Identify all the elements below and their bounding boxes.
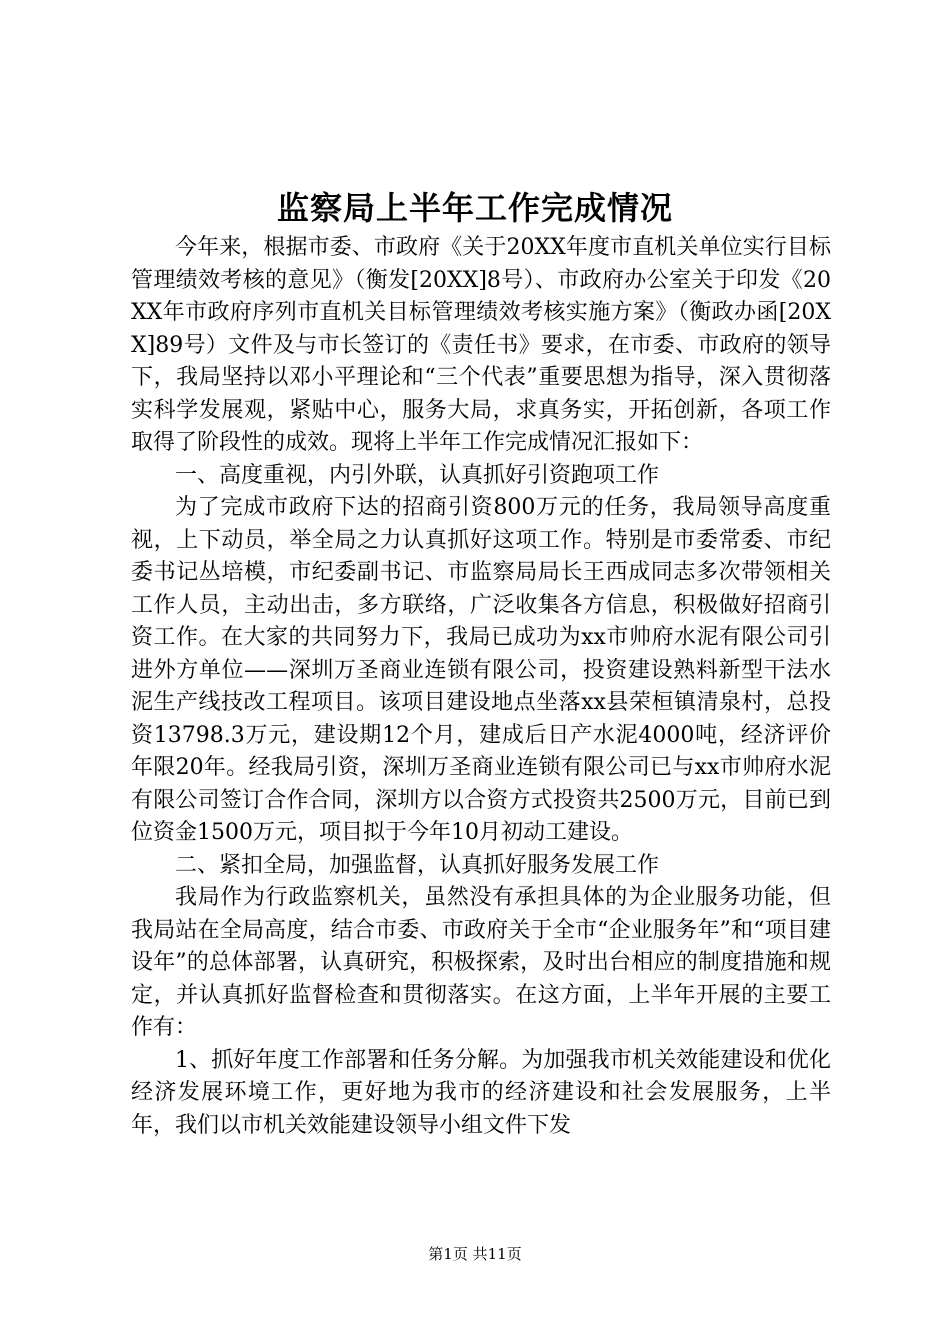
section-heading-2: 二、紧扣全局，加强监督，认真抓好服务发展工作 (175, 852, 660, 878)
document-title: 监察局上半年工作完成情况 (276, 189, 673, 227)
paragraph-service: 我局作为行政监察机关，虽然没有承担具体的为企业服务功能，但我局站在全局高度，结合市委、市政府关于全市“企业服务年”和“项目建设年”的总体部署，认真研究，积极探索，及时出台相应的制度措施和规定，并认真抓好监督检查和贯彻落实。在这方面，上半年开展的主要工作有： (131, 885, 831, 1040)
paragraph-item-1: 1、抓好年度工作部署和任务分解。为加强我市机关效能建设和优化经济发展环境工作，更好地为我市的经济建设和社会发展服务，上半年，我们以市机关效能建设领导小组文件下发 (131, 1047, 831, 1138)
page-number-footer: 第1页 共11页 (428, 1245, 522, 1263)
paragraph-investment: 为了完成市政府下达的招商引资800万元的任务，我局领导高度重视，上下动员，举全局之力认真抓好这项工作。特别是市委常委、市纪委书记丛培模，市纪委副书记、市监察局局长王西成同志多次带领相关工作人员，主动出击，多方联络，广泛收集各方信息，积极做好招商引资工作。在大家的共同努力下，我局已成功为xx市帅府水泥有限公司引进外方单位——深圳万圣商业连锁有限公司，投资建设熟料新型干法水泥生产线技改工程项目。该项目建设地点坐落xx县荣桓镇清泉村，总投资13798.3万元，建设期12个月，建成后日产水泥4000吨，经济评价年限20年。经我局引资，深圳万圣商业连锁有限公司已与xx市帅府水泥有限公司签订合作合同，深圳方以合资方式投资共2500万元，目前已到位资金1500万元，项目拟于今年10月初动工建设。 (131, 495, 831, 845)
section-heading-1: 一、高度重视，内引外联，认真抓好引资跑项工作 (175, 462, 660, 488)
paragraph-intro: 今年来，根据市委、市政府《关于20XX年度市直机关单位实行目标管理绩效考核的意见》（衡发[20XX]8号）、市政府办公室关于印发《20XX年市政府序列市直机关目标管理绩效考核实施方案》（衡政办函[20XX]89号）文件及与市长签订的《责任书》要求，在市委、市政府的领导下，我局坚持以邓小平理论和“三个代表”重要思想为指导，深入贯彻落实科学发展观，紧贴中心，服务大局，求真务实，开拓创新，各项工作取得了阶段性的成效。现将上半年工作完成情况汇报如下： (131, 235, 831, 455)
document-body (131, 232, 831, 1142)
